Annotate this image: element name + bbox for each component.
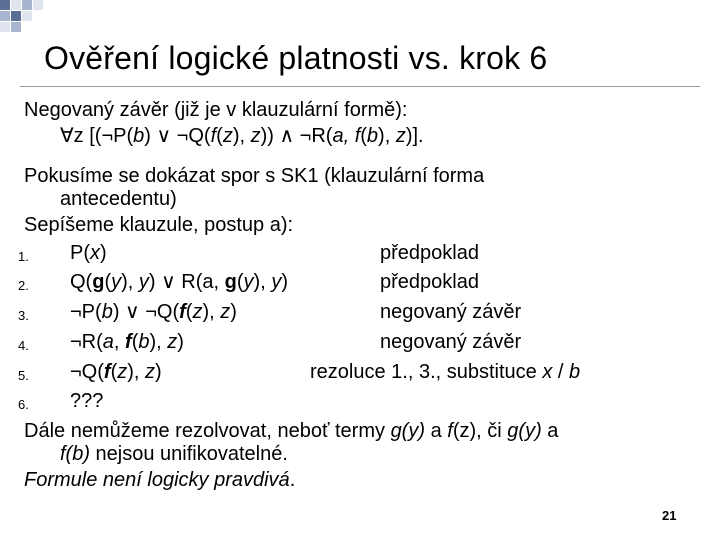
formula-part: ), bbox=[232, 125, 251, 147]
clause-note: předpoklad bbox=[380, 242, 479, 264]
clause-part: z bbox=[167, 331, 178, 353]
clause-part: ( bbox=[185, 301, 193, 323]
formula-part: ( bbox=[360, 125, 367, 147]
formula-part: b bbox=[133, 125, 145, 147]
title-divider bbox=[20, 86, 700, 87]
clause-number: 5. bbox=[18, 368, 29, 383]
clause-text bbox=[70, 241, 107, 266]
clause-part: ( bbox=[131, 331, 139, 353]
clause-number: 4. bbox=[18, 338, 29, 353]
clause-text bbox=[70, 270, 288, 295]
deco-square bbox=[22, 0, 32, 10]
clause-text: ??? bbox=[70, 390, 104, 412]
clause-number: 6. bbox=[18, 397, 29, 412]
clause-note bbox=[310, 360, 580, 385]
corner-decoration bbox=[0, 0, 60, 40]
formula-part: )]. bbox=[405, 125, 424, 147]
formula-part: z bbox=[395, 125, 406, 147]
page-number: 21 bbox=[662, 508, 677, 523]
clause-part: f bbox=[103, 361, 111, 383]
clause-part: ) ∨ R(a, bbox=[148, 271, 225, 293]
clause-part: ( bbox=[110, 361, 118, 383]
clause-note: negovaný závěr bbox=[380, 331, 522, 353]
clause-part: , bbox=[113, 331, 126, 353]
proof-line: Pokusíme se dokázat spor s SK1 (klauzulární forma bbox=[24, 165, 485, 187]
clause-part: Q( bbox=[70, 271, 93, 293]
clause-part: ) bbox=[281, 271, 288, 293]
clause-part: ( bbox=[236, 271, 244, 293]
clause-part: a bbox=[102, 331, 114, 353]
formula-part: z bbox=[222, 125, 233, 147]
clause-number: 2. bbox=[18, 278, 29, 293]
clause-part: z bbox=[192, 301, 203, 323]
formula-part: z bbox=[250, 125, 261, 147]
clause-part: g bbox=[92, 271, 105, 293]
conclusion-part: f(b) bbox=[60, 443, 90, 465]
final-statement-text: Formule není logicky pravdivá bbox=[24, 469, 290, 491]
negated-conclusion-formula bbox=[60, 124, 424, 149]
formula-part: ), bbox=[378, 125, 396, 147]
conclusion-part: či bbox=[481, 420, 508, 442]
clause-part: z bbox=[220, 301, 231, 323]
note-part: x bbox=[542, 361, 553, 383]
clause-part: ), bbox=[202, 301, 221, 323]
deco-square bbox=[11, 22, 21, 32]
clause-part: f bbox=[125, 331, 132, 353]
note-part: / bbox=[552, 361, 570, 383]
proof-line: antecedentu) bbox=[60, 188, 177, 210]
conclusion-part: g(y) bbox=[507, 420, 542, 442]
clause-part: ) ∨ ¬Q( bbox=[112, 301, 180, 323]
proof-line: Sepíšeme klauzule, postup a): bbox=[24, 214, 294, 236]
conclusion-part: Dále nemůžeme rezolvovat, neboť termy bbox=[24, 420, 391, 442]
clause-part: ¬P( bbox=[70, 301, 102, 323]
clause-part: ) bbox=[155, 361, 162, 383]
clause-part: g bbox=[224, 271, 237, 293]
formula-part: b bbox=[366, 125, 379, 147]
conclusion-part: f bbox=[447, 420, 453, 442]
clause-part: ) bbox=[100, 242, 107, 264]
clause-part: y bbox=[138, 271, 149, 293]
deco-square bbox=[33, 0, 43, 10]
clause-part: ( bbox=[104, 271, 112, 293]
deco-square bbox=[0, 11, 10, 21]
clause-part: ), bbox=[127, 361, 146, 383]
conclusion-part: (z), bbox=[452, 420, 482, 442]
conclusion-line bbox=[24, 419, 558, 444]
clause-part: y bbox=[271, 271, 282, 293]
deco-square bbox=[22, 11, 32, 21]
clause-part: ) bbox=[177, 331, 184, 353]
clause-text bbox=[70, 330, 184, 355]
clause-part: x bbox=[90, 242, 100, 264]
conclusion-part: a bbox=[541, 420, 559, 442]
clause-part: ), bbox=[121, 271, 139, 293]
note-part: rezoluce 1., 3., substituce bbox=[310, 361, 543, 383]
clause-part: ) bbox=[230, 301, 237, 323]
formula-part: )) ∧ ¬R( bbox=[260, 125, 333, 147]
formula-part: ) ∨ ¬Q( bbox=[144, 125, 211, 147]
clause-part: y bbox=[243, 271, 254, 293]
final-statement-period: . bbox=[289, 469, 296, 491]
deco-square bbox=[0, 0, 10, 10]
note-part: b bbox=[569, 361, 581, 383]
clause-part: b bbox=[138, 331, 150, 353]
clause-part: z bbox=[117, 361, 128, 383]
clause-part: ), bbox=[149, 331, 168, 353]
conclusion-part: a bbox=[425, 420, 448, 442]
deco-square bbox=[0, 22, 10, 32]
slide-title: Ověření logické platnosti vs. krok 6 bbox=[44, 40, 548, 76]
intro-line: Negovaný závěr (již je v klauzulární formě): bbox=[24, 99, 408, 121]
clause-part: z bbox=[145, 361, 156, 383]
clause-part: y bbox=[111, 271, 122, 293]
clause-part: f bbox=[179, 301, 186, 323]
clause-part: P( bbox=[70, 242, 90, 264]
conclusion-line bbox=[60, 442, 288, 467]
conclusion-part: nejsou unifikovatelné. bbox=[90, 443, 288, 465]
clause-part: b bbox=[101, 301, 113, 323]
clause-text bbox=[70, 300, 237, 325]
conclusion-part: g(y) bbox=[390, 420, 426, 442]
formula-part: a, f bbox=[332, 125, 361, 147]
clause-note: negovaný závěr bbox=[380, 301, 522, 323]
clause-number: 3. bbox=[18, 308, 29, 323]
formula-part: ∀z [(¬P( bbox=[60, 125, 134, 147]
final-statement bbox=[24, 468, 295, 493]
formula-part: f bbox=[210, 125, 217, 147]
clause-part: ), bbox=[253, 271, 272, 293]
deco-square bbox=[11, 0, 21, 10]
clause-number: 1. bbox=[18, 249, 29, 264]
clause-note: předpoklad bbox=[380, 271, 479, 293]
clause-part: ¬R( bbox=[70, 331, 103, 353]
clause-text bbox=[70, 360, 162, 385]
formula-part: ( bbox=[216, 125, 223, 147]
deco-square bbox=[11, 11, 21, 21]
clause-part: ¬Q( bbox=[70, 361, 104, 383]
